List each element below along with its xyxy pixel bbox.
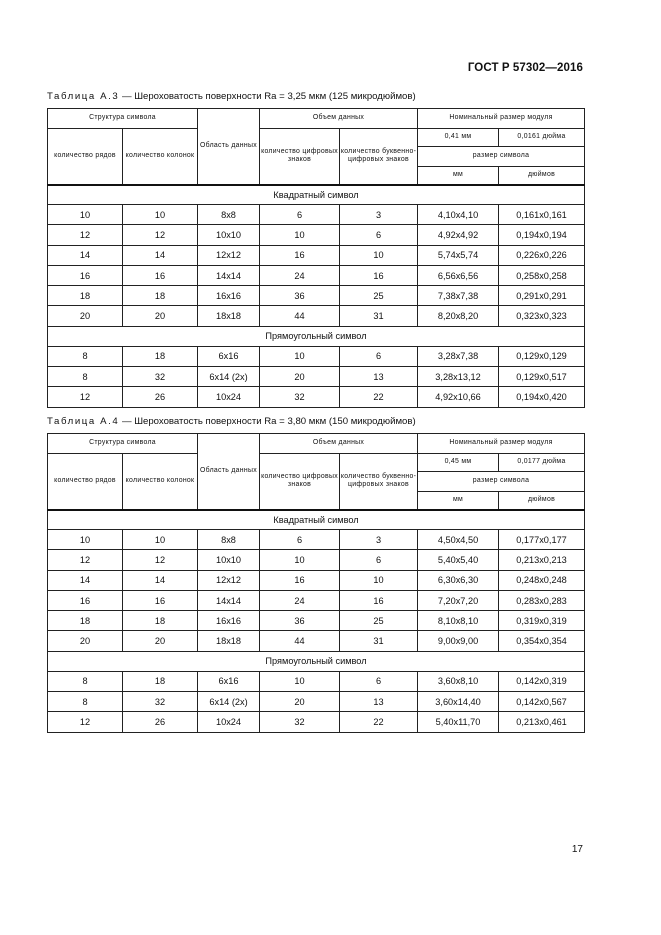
header-data-volume: Объем данных	[260, 434, 418, 454]
table-a4	[47, 433, 585, 733]
header-alnum-chars: количество буквенно-цифровых знаков	[340, 454, 418, 510]
cell-rows: 16	[48, 590, 123, 610]
table-row	[48, 434, 585, 454]
cell-data-area: 6x16	[198, 346, 260, 366]
header-alnum-chars: количество буквенно-цифровых знаков	[340, 129, 418, 185]
table-a3	[47, 108, 585, 408]
cell-size-inch: 0,248x0,248	[499, 570, 585, 590]
table-a3-caption-prefix: Таблица А.3	[47, 91, 120, 102]
cell-size-mm: 3,60x8,10	[418, 671, 499, 691]
cell-alnum: 10	[340, 245, 418, 265]
cell-size-inch: 0,323x0,323	[499, 306, 585, 326]
cell-data-area: 18x18	[198, 306, 260, 326]
cell-size-inch: 0,291x0,291	[499, 286, 585, 306]
page-number: 17	[571, 844, 583, 855]
table-row	[48, 454, 585, 472]
header-module-inch: 0,0161 дюйма	[499, 129, 585, 147]
cell-cols: 18	[123, 671, 198, 691]
table-row	[48, 631, 585, 651]
cell-size-inch: 0,283x0,283	[499, 590, 585, 610]
cell-size-mm: 5,74x5,74	[418, 245, 499, 265]
cell-numeric: 10	[260, 346, 340, 366]
table-row	[48, 225, 585, 245]
cell-rows: 12	[48, 550, 123, 570]
cell-cols: 12	[123, 225, 198, 245]
cell-size-mm: 3,60x14,40	[418, 692, 499, 712]
cell-cols: 32	[123, 367, 198, 387]
cell-size-inch: 0,194x0,194	[499, 225, 585, 245]
header-symbol-size: размер символа	[418, 472, 585, 492]
table-a4-caption-prefix: Таблица А.4	[47, 416, 120, 427]
cell-data-area: 10x24	[198, 387, 260, 407]
cell-size-mm: 3,28x7,38	[418, 346, 499, 366]
table-row	[48, 205, 585, 225]
cell-size-inch: 0,142x0,319	[499, 671, 585, 691]
table-row	[48, 326, 585, 346]
cell-alnum: 22	[340, 712, 418, 732]
cell-alnum: 6	[340, 550, 418, 570]
header-module-inch: 0,0177 дюйма	[499, 454, 585, 472]
table-row	[48, 367, 585, 387]
cell-rows: 18	[48, 286, 123, 306]
table-a3-caption	[47, 91, 416, 102]
cell-numeric: 6	[260, 205, 340, 225]
cell-cols: 10	[123, 205, 198, 225]
cell-size-inch: 0,142x0,567	[499, 692, 585, 712]
header-data-volume: Объем данных	[260, 109, 418, 129]
table-a4-caption	[47, 416, 416, 427]
header-structure: Структура символа	[48, 434, 198, 454]
cell-rows: 20	[48, 306, 123, 326]
table-row	[48, 550, 585, 570]
cell-numeric: 44	[260, 631, 340, 651]
cell-numeric: 32	[260, 387, 340, 407]
header-numeric-chars: количество цифровых знаков	[260, 454, 340, 510]
cell-alnum: 22	[340, 387, 418, 407]
cell-numeric: 24	[260, 590, 340, 610]
cell-rows: 14	[48, 245, 123, 265]
table-row	[48, 286, 585, 306]
cell-numeric: 10	[260, 550, 340, 570]
cell-data-area: 6x14 (2x)	[198, 692, 260, 712]
cell-numeric: 36	[260, 611, 340, 631]
table-row	[48, 245, 585, 265]
cell-size-inch: 0,129x0,129	[499, 346, 585, 366]
cell-cols: 16	[123, 265, 198, 285]
header-module-mm: 0,45 мм	[418, 454, 499, 472]
cell-numeric: 44	[260, 306, 340, 326]
cell-numeric: 16	[260, 245, 340, 265]
table-row	[48, 185, 585, 205]
header-numeric-chars: количество цифровых знаков	[260, 129, 340, 185]
cell-data-area: 12x12	[198, 245, 260, 265]
header-mm: мм	[418, 492, 499, 510]
cell-alnum: 31	[340, 631, 418, 651]
cell-alnum: 6	[340, 346, 418, 366]
cell-size-mm: 6,30x6,30	[418, 570, 499, 590]
header-inches: дюймов	[499, 167, 585, 185]
cell-numeric: 24	[260, 265, 340, 285]
cell-rows: 14	[48, 570, 123, 590]
table-row	[48, 306, 585, 326]
table-row	[48, 671, 585, 691]
table-row	[48, 109, 585, 129]
table-row	[48, 692, 585, 712]
cell-data-area: 6x16	[198, 671, 260, 691]
cell-size-inch: 0,194x0,420	[499, 387, 585, 407]
cell-numeric: 10	[260, 225, 340, 245]
table-row	[48, 712, 585, 732]
cell-data-area: 18x18	[198, 631, 260, 651]
cell-cols: 20	[123, 306, 198, 326]
cell-data-area: 16x16	[198, 611, 260, 631]
cell-data-area: 14x14	[198, 265, 260, 285]
cell-alnum: 25	[340, 611, 418, 631]
table-row	[48, 129, 585, 147]
cell-data-area: 12x12	[198, 570, 260, 590]
cell-alnum: 31	[340, 306, 418, 326]
cell-rows: 8	[48, 367, 123, 387]
cell-size-mm: 4,92x4,92	[418, 225, 499, 245]
cell-cols: 14	[123, 570, 198, 590]
cell-cols: 18	[123, 611, 198, 631]
section-square-symbol: Квадратный символ	[48, 185, 585, 205]
cell-size-inch: 0,161x0,161	[499, 205, 585, 225]
cell-data-area: 10x10	[198, 225, 260, 245]
cell-rows: 20	[48, 631, 123, 651]
cell-rows: 10	[48, 205, 123, 225]
cell-numeric: 32	[260, 712, 340, 732]
cell-alnum: 13	[340, 692, 418, 712]
cell-data-area: 10x10	[198, 550, 260, 570]
cell-alnum: 6	[340, 225, 418, 245]
header-inches: дюймов	[499, 492, 585, 510]
cell-alnum: 3	[340, 530, 418, 550]
header-mm: мм	[418, 167, 499, 185]
cell-size-mm: 8,10x8,10	[418, 611, 499, 631]
cell-rows: 8	[48, 671, 123, 691]
cell-numeric: 36	[260, 286, 340, 306]
cell-data-area: 8x8	[198, 205, 260, 225]
cell-cols: 26	[123, 387, 198, 407]
cell-cols: 12	[123, 550, 198, 570]
table-row	[48, 651, 585, 671]
cell-rows: 16	[48, 265, 123, 285]
cell-numeric: 20	[260, 367, 340, 387]
cell-size-mm: 7,38x7,38	[418, 286, 499, 306]
cell-rows: 8	[48, 346, 123, 366]
table-row	[48, 570, 585, 590]
cell-cols: 20	[123, 631, 198, 651]
cell-numeric: 6	[260, 530, 340, 550]
cell-alnum: 13	[340, 367, 418, 387]
cell-size-mm: 4,10x4,10	[418, 205, 499, 225]
cell-size-inch: 0,319x0,319	[499, 611, 585, 631]
header-symbol-size: размер символа	[418, 147, 585, 167]
cell-alnum: 25	[340, 286, 418, 306]
cell-data-area: 16x16	[198, 286, 260, 306]
cell-cols: 10	[123, 530, 198, 550]
header-cols-count: количество колонок	[123, 129, 198, 185]
table-a4-caption-text: — Шероховатость поверхности Ra = 3,80 мкм (150 микродюймов)	[119, 416, 416, 427]
table-row	[48, 510, 585, 530]
cell-size-inch: 0,354x0,354	[499, 631, 585, 651]
cell-cols: 14	[123, 245, 198, 265]
cell-alnum: 10	[340, 570, 418, 590]
cell-rows: 10	[48, 530, 123, 550]
table-row	[48, 590, 585, 610]
cell-cols: 18	[123, 286, 198, 306]
cell-cols: 16	[123, 590, 198, 610]
cell-alnum: 16	[340, 265, 418, 285]
header-module-mm: 0,41 мм	[418, 129, 499, 147]
cell-cols: 32	[123, 692, 198, 712]
cell-size-inch: 0,213x0,461	[499, 712, 585, 732]
cell-size-inch: 0,129x0,517	[499, 367, 585, 387]
table-row	[48, 611, 585, 631]
cell-data-area: 14x14	[198, 590, 260, 610]
cell-size-mm: 5,40x5,40	[418, 550, 499, 570]
header-data-area: Область данных	[198, 109, 260, 185]
header-rows-count: количество рядов	[48, 129, 123, 185]
header-data-area: Область данных	[198, 434, 260, 510]
cell-alnum: 16	[340, 590, 418, 610]
cell-numeric: 10	[260, 671, 340, 691]
cell-size-mm: 7,20x7,20	[418, 590, 499, 610]
cell-data-area: 6x14 (2x)	[198, 367, 260, 387]
table-a3-caption-text: — Шероховатость поверхности Ra = 3,25 мкм (125 микродюймов)	[119, 91, 416, 102]
cell-size-mm: 6,56x6,56	[418, 265, 499, 285]
cell-rows: 18	[48, 611, 123, 631]
cell-numeric: 16	[260, 570, 340, 590]
header-structure: Структура символа	[48, 109, 198, 129]
header-module-size: Номинальный размер модуля	[418, 434, 585, 454]
table-row	[48, 265, 585, 285]
cell-alnum: 3	[340, 205, 418, 225]
header-module-size: Номинальный размер модуля	[418, 109, 585, 129]
cell-data-area: 8x8	[198, 530, 260, 550]
cell-rows: 12	[48, 387, 123, 407]
section-square-symbol: Квадратный символ	[48, 510, 585, 530]
cell-rows: 12	[48, 712, 123, 732]
cell-size-mm: 8,20x8,20	[418, 306, 499, 326]
cell-data-area: 10x24	[198, 712, 260, 732]
header-cols-count: количество колонок	[123, 454, 198, 510]
cell-cols: 18	[123, 346, 198, 366]
cell-size-inch: 0,226x0,226	[499, 245, 585, 265]
table-row	[48, 530, 585, 550]
cell-rows: 12	[48, 225, 123, 245]
section-rect-symbol: Прямоугольный символ	[48, 326, 585, 346]
cell-size-mm: 4,50x4,50	[418, 530, 499, 550]
cell-size-mm: 4,92x10,66	[418, 387, 499, 407]
document-code: ГОСТ Р 57302—2016	[467, 62, 583, 74]
table-row	[48, 387, 585, 407]
cell-size-mm: 5,40x11,70	[418, 712, 499, 732]
cell-size-inch: 0,177x0,177	[499, 530, 585, 550]
cell-size-inch: 0,213x0,213	[499, 550, 585, 570]
cell-numeric: 20	[260, 692, 340, 712]
cell-alnum: 6	[340, 671, 418, 691]
cell-size-mm: 9,00x9,00	[418, 631, 499, 651]
cell-cols: 26	[123, 712, 198, 732]
section-rect-symbol: Прямоугольный символ	[48, 651, 585, 671]
header-rows-count: количество рядов	[48, 454, 123, 510]
cell-size-inch: 0,258x0,258	[499, 265, 585, 285]
table-row	[48, 346, 585, 366]
cell-rows: 8	[48, 692, 123, 712]
cell-size-mm: 3,28x13,12	[418, 367, 499, 387]
